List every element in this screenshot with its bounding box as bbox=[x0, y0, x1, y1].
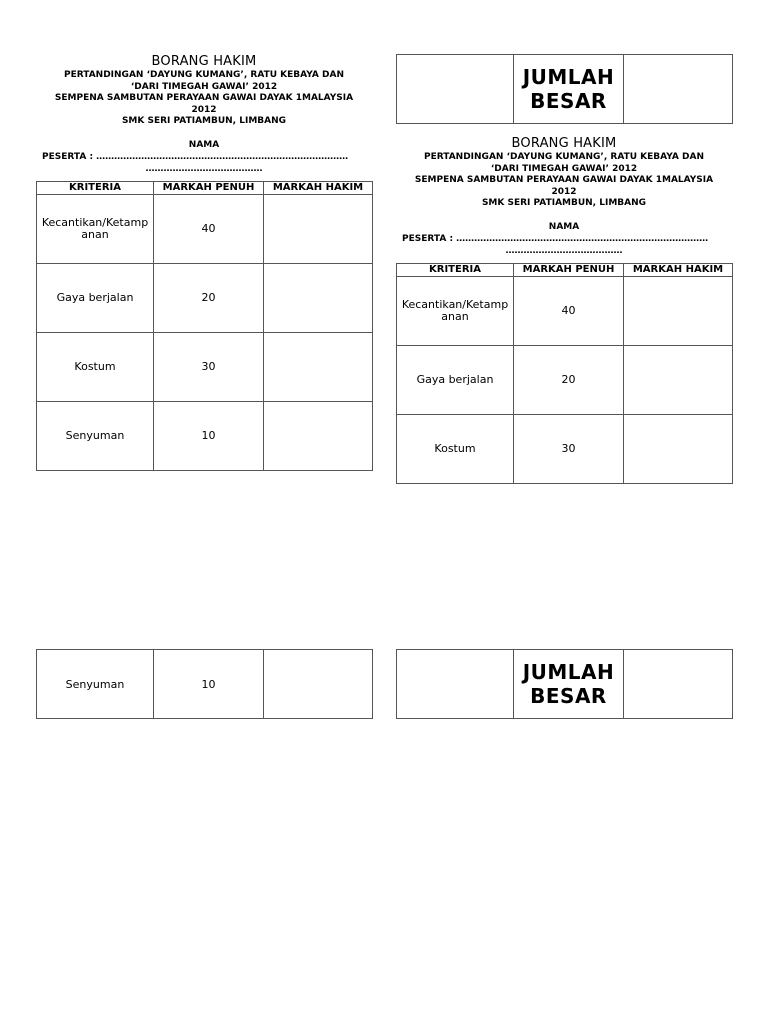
header-markah-hakim: MARKAH HAKIM bbox=[624, 263, 733, 276]
form-header bbox=[396, 136, 732, 210]
header-kriteria: KRITERIA bbox=[37, 181, 154, 194]
full-mark: 20 bbox=[514, 345, 624, 414]
table-row bbox=[37, 401, 373, 470]
table-row bbox=[397, 414, 733, 483]
form-subtitle-line-3: SEMPENA SAMBUTAN PERAYAAN GAWAI DAYAK 1MALAYSIA bbox=[414, 175, 714, 185]
header-markah-penuh: MARKAH PENUH bbox=[514, 263, 624, 276]
jumlah-besar-box-top bbox=[396, 54, 732, 124]
criteria-name: Kostum bbox=[397, 414, 514, 483]
jumlah-label: JUMLAH bbox=[522, 660, 615, 684]
nama-label: NAMA bbox=[188, 139, 220, 150]
jumlah-besar-box-bottom bbox=[396, 649, 732, 719]
form-header bbox=[36, 54, 372, 128]
judge-mark-cell[interactable] bbox=[264, 650, 373, 719]
full-mark: 10 bbox=[154, 650, 264, 719]
form-subtitle-line-1: PERTANDINGAN ‘DAYUNG KUMANG’, RATU KEBAYA DAN bbox=[424, 152, 704, 162]
table-row bbox=[397, 276, 733, 345]
peserta-line-1: PESERTA : ………………………………………………………………………… bbox=[402, 233, 709, 244]
criteria-name: Kostum bbox=[37, 332, 154, 401]
peserta-line-2: ………………………………… bbox=[505, 245, 623, 256]
full-mark: 10 bbox=[154, 401, 264, 470]
table-header-row bbox=[397, 263, 733, 276]
peserta-line-2: ………………………………… bbox=[145, 163, 263, 174]
criteria-table-continued bbox=[36, 649, 373, 719]
jumlah-total-cell[interactable] bbox=[624, 55, 733, 124]
table-header-row bbox=[37, 181, 373, 194]
jumlah-besar-table bbox=[396, 54, 733, 124]
besar-label: BESAR bbox=[530, 684, 607, 708]
peserta-line-1: PESERTA : ………………………………………………………………………… bbox=[42, 151, 349, 162]
form-title: BORANG HAKIM bbox=[151, 54, 257, 69]
jumlah-besar-label bbox=[514, 55, 624, 124]
criteria-name: Senyuman bbox=[37, 401, 154, 470]
full-mark: 40 bbox=[514, 276, 624, 345]
besar-label: BESAR bbox=[530, 89, 607, 113]
peserta-field[interactable] bbox=[36, 151, 372, 175]
criteria-name: Kecantikan/Ketampanan bbox=[37, 194, 154, 263]
judge-form-right bbox=[396, 136, 732, 484]
criteria-name: Gaya berjalan bbox=[37, 263, 154, 332]
jumlah-besar-label bbox=[514, 650, 624, 719]
judge-mark-cell[interactable] bbox=[264, 401, 373, 470]
judge-mark-cell[interactable] bbox=[264, 332, 373, 401]
criteria-name: Kecantikan/Ketampanan bbox=[397, 276, 514, 345]
form-subtitle-line-4: 2012 bbox=[551, 186, 577, 197]
table-row bbox=[37, 194, 373, 263]
table-row bbox=[37, 650, 373, 719]
form-school: SMK SERI PATIAMBUN, LIMBANG bbox=[121, 116, 287, 126]
header-markah-penuh: MARKAH PENUH bbox=[154, 181, 264, 194]
table-row bbox=[37, 263, 373, 332]
judge-mark-cell[interactable] bbox=[624, 414, 733, 483]
judge-mark-cell[interactable] bbox=[264, 263, 373, 332]
jumlah-besar-table bbox=[396, 649, 733, 719]
jumlah-blank-cell bbox=[397, 55, 514, 124]
nama-label: NAMA bbox=[548, 221, 580, 232]
jumlah-total-cell[interactable] bbox=[624, 650, 733, 719]
header-kriteria: KRITERIA bbox=[397, 263, 514, 276]
judge-form-left bbox=[36, 54, 372, 471]
form-title: BORANG HAKIM bbox=[511, 136, 617, 151]
criteria-table bbox=[396, 263, 733, 484]
judge-mark-cell[interactable] bbox=[624, 345, 733, 414]
criteria-name: Senyuman bbox=[37, 650, 154, 719]
full-mark: 30 bbox=[514, 414, 624, 483]
peserta-field[interactable] bbox=[396, 233, 732, 257]
table-row bbox=[37, 332, 373, 401]
criteria-table bbox=[36, 181, 373, 471]
full-mark: 20 bbox=[154, 263, 264, 332]
table-row bbox=[397, 345, 733, 414]
form-subtitle-line-1: PERTANDINGAN ‘DAYUNG KUMANG’, RATU KEBAYA DAN bbox=[64, 70, 344, 80]
form-subtitle-line-2: ‘DARI TIMEGAH GAWAI’ 2012 bbox=[130, 81, 278, 92]
full-mark: 40 bbox=[154, 194, 264, 263]
form-subtitle-line-3: SEMPENA SAMBUTAN PERAYAAN GAWAI DAYAK 1MALAYSIA bbox=[54, 93, 354, 103]
judge-mark-cell[interactable] bbox=[264, 194, 373, 263]
header-markah-hakim: MARKAH HAKIM bbox=[264, 181, 373, 194]
full-mark: 30 bbox=[154, 332, 264, 401]
jumlah-blank-cell bbox=[397, 650, 514, 719]
criteria-name: Gaya berjalan bbox=[397, 345, 514, 414]
judge-mark-cell[interactable] bbox=[624, 276, 733, 345]
jumlah-label: JUMLAH bbox=[522, 65, 615, 89]
form-subtitle-line-2: ‘DARI TIMEGAH GAWAI’ 2012 bbox=[490, 163, 638, 174]
form-school: SMK SERI PATIAMBUN, LIMBANG bbox=[481, 198, 647, 208]
form-subtitle-line-4: 2012 bbox=[191, 104, 217, 115]
